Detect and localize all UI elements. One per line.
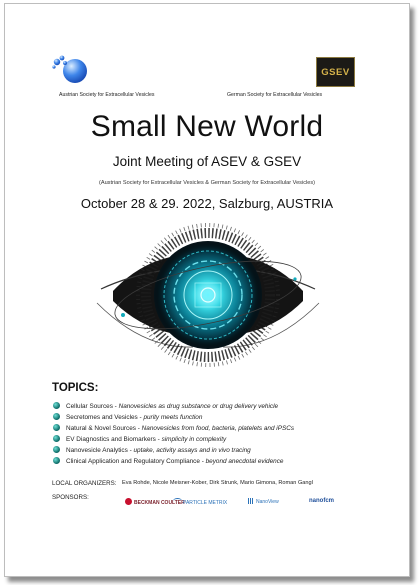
right-org-name: German Society for Extracellular Vesicles [227,92,323,98]
poster-title: Small New World [90,110,324,143]
date-location: October 28 & 29. 2022, Salzburg, AUSTRIA [80,196,334,211]
poster-subtitle: Joint Meeting of ASEV & GSEV [112,154,302,169]
asev-logo [51,54,95,88]
gsev-logo [316,57,355,87]
sponsor-logo-nanofcm: nanofcm [309,498,335,504]
sponsor-logo-beckman: BECKMAN COULTER [125,498,185,506]
sponsor-logo-nanoview: NanoView [248,498,279,505]
nanoview-logo-icon [248,498,254,504]
topic-item: Natural & Novel Sources - Nanovesicles from food, bacteria, platelets and iPSCs [53,424,294,432]
bullet-icon [53,435,60,442]
topic-item: EV Diagnostics and Biomarkers - simplicity in complexity [53,435,226,443]
topic-item: Secretomes and Vesicles - purity meets function [53,413,202,421]
topic-item: Clinical Application and Regulatory Compliance - beyond anecdotal evidence [53,457,283,465]
gsev-logo-text: GSEV [321,66,350,78]
central-artwork [83,219,333,374]
topics-heading: TOPICS: [52,382,99,394]
left-org-name: Austrian Society for Extracellular Vesicles [59,92,155,98]
beckman-logo-icon [125,498,132,505]
topic-item: Cellular Sources - Nanovesicles as drug substance or drug delivery vehicle [53,402,278,410]
bullet-icon [53,446,60,453]
bullet-icon [53,457,60,464]
poster [4,3,410,577]
subtitle-parenthetical: (Austrian Society for Extracellular Vesicles & German Society for Extracellular Vesicles) [98,180,316,186]
topic-item: Nanovesicle Analytics - uptake, activity assays and in vivo tracing [53,446,251,454]
organizers-label: LOCAL ORGANIZERS: [52,480,117,487]
sponsor-logo-particle-metrix: PARTICLE METRIX [173,498,227,506]
bullet-icon [53,424,60,431]
bullet-icon [53,402,60,409]
particle-metrix-logo-icon [173,498,182,504]
organizers-names: Eva Rohde, Nicole Meisner-Kober, Dirk Strunk, Mario Gimona, Roman Gangl [122,480,313,486]
sponsors-label: SPONSORS: [52,494,89,501]
bullet-icon [53,413,60,420]
